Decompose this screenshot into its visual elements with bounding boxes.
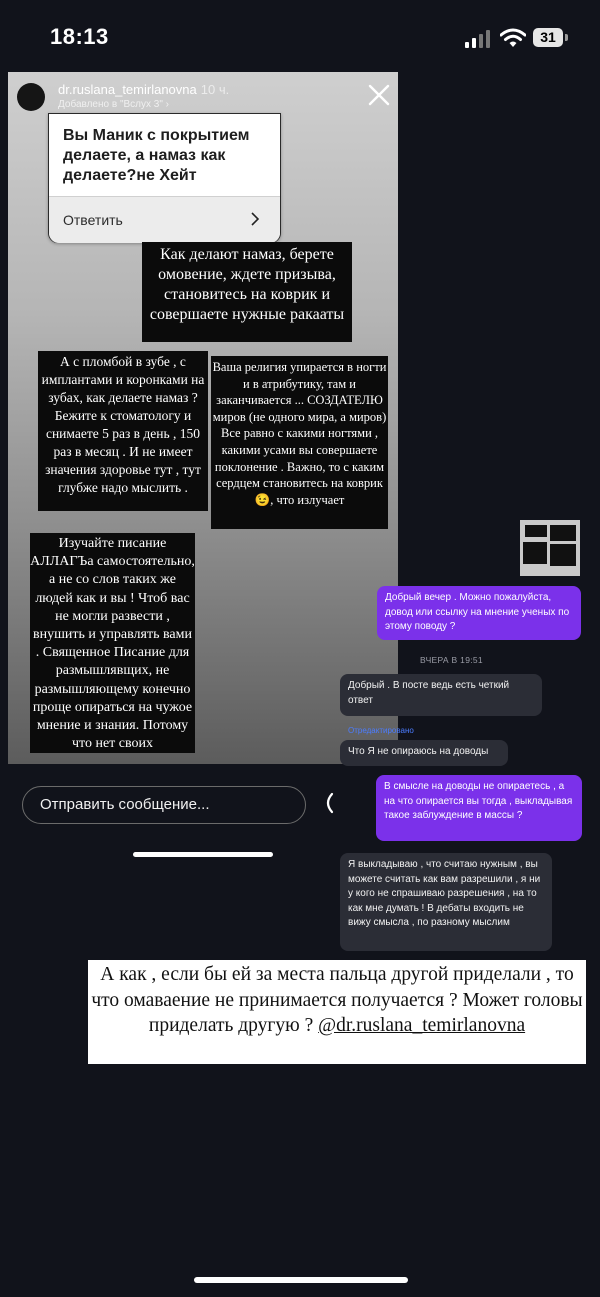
chat-message-4: В смысле на доводы не опираетесь , а на что опирается вы тогда , выкладывая такое заблуждение в массы ? xyxy=(376,775,582,841)
chat-message-3: Что Я не опираюсь на доводы xyxy=(340,740,508,766)
chat-message-5: Я выкладываю , что считаю нужным , вы можете считать как вам разрешили , я ни у кого не спрашиваю разрешения , на то как мне думать ! В дебаты входить не вижу смысла , по разному мыслим xyxy=(340,853,552,951)
close-icon[interactable] xyxy=(368,84,390,106)
send-message-placeholder: Отправить сообщение... xyxy=(40,796,210,813)
added-to-text: Добавлено в "Вслух 3" xyxy=(58,99,163,110)
reply-label: Ответить xyxy=(63,212,123,228)
status-time: 18:13 xyxy=(50,24,109,49)
battery-nub xyxy=(565,34,568,41)
caption-box xyxy=(88,960,586,1064)
chevron-right-icon xyxy=(250,212,260,226)
caption-mention[interactable]: @dr.ruslana_temirlanovna xyxy=(318,1015,526,1036)
chat-edited-label: Отредактировано xyxy=(348,726,414,735)
story-header xyxy=(8,72,398,118)
home-indicator xyxy=(194,1277,408,1283)
status-bar xyxy=(0,0,600,70)
cropped-icon xyxy=(322,792,334,814)
story-text-box-2: А с пломбой в зубе , с имплантами и коронками на зубах, как делаете намаз ? Бежите к стоматологу и снимаете 5 раз в день , 150 раз в месяц . И не имеет значения здоровье тут , тут глубже надо мыслить . xyxy=(38,351,208,511)
avatar[interactable] xyxy=(17,83,45,111)
story-text-box-4: Изучайте писание АЛЛАГЪа самостоятельно, а не со слов таких же людей как и вы ! Чтоб вас не могли развести , внушить и управлять вами . Священное Писание для размышлявщих, не размышляющему конечно проще опираться на чужое мнение и знания. Потому что нет своих xyxy=(30,533,195,753)
wifi-icon xyxy=(500,27,526,49)
chat-message-2: Добрый . В посте ведь есть четкий ответ xyxy=(340,674,542,716)
story-home-indicator xyxy=(133,852,273,857)
send-message-input[interactable] xyxy=(22,786,306,824)
question-sticker xyxy=(48,113,281,243)
battery-icon: 31 xyxy=(533,28,563,47)
story-text-box-3: Ваша религия упирается в ногти и в атрибутику, там и заканчивается ... СОЗДАТЕЛЮ миров (не одного мира, а миров) Все равно с какими ногтями , какими усами вы совершаете поклонение . Важно, то с каким сердцем становитесь на коврик 😉, что излучает xyxy=(211,356,388,529)
chat-day-label: ВЧЕРА В 19:51 xyxy=(420,655,483,665)
shared-story-thumbnail xyxy=(520,520,580,576)
chat-screenshot xyxy=(336,518,600,960)
caption-text: А как , если бы ей за места пальца другой приделали , то что омаваение не принимается получается ? Может головы приделать другую ? xyxy=(91,964,583,1036)
username-text[interactable]: dr.ruslana_temirlanovna xyxy=(58,82,197,97)
chat-message-1: Добрый вечер . Можно пожалуйста, довод или ссылку на мнение ученых по этому поводу ? xyxy=(377,586,581,640)
story-username[interactable] xyxy=(58,82,229,97)
story-text-box-1: Как делают намаз, берете омовение, ждете призыва, становитесь на коврик и совершаете нужные ракааты xyxy=(142,242,352,342)
question-reply-button[interactable] xyxy=(49,196,280,243)
story-added-to-highlight[interactable]: Добавлено в "Вслух 3" › xyxy=(58,99,169,110)
story-time-ago: 10 ч. xyxy=(200,82,230,97)
question-text: Вы Маник с покрытием делаете, а намаз как делаете?не Хейт xyxy=(63,127,250,184)
cellular-signal-icon xyxy=(465,30,493,48)
